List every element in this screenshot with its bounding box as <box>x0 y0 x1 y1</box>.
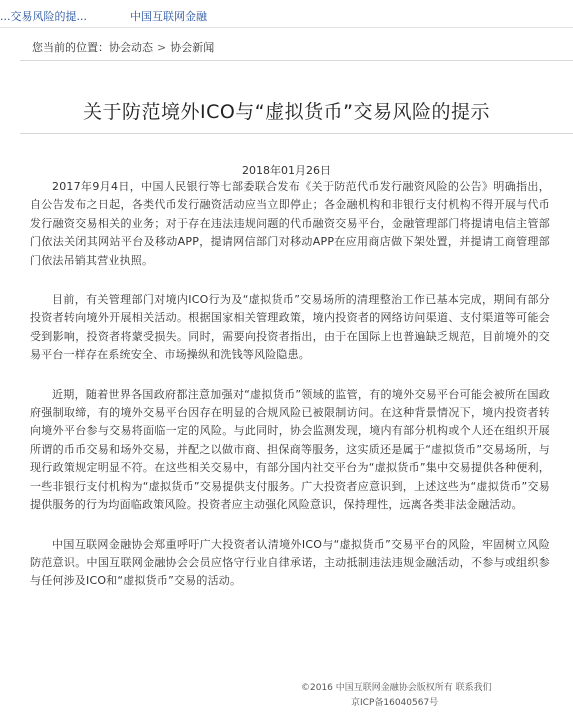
breadcrumb-prefix: 您当前的位置： <box>32 41 109 54</box>
article-title: 关于防范境外ICO与“虚拟货币”交易风险的提示 <box>82 100 490 123</box>
breadcrumb-link-level1[interactable]: 协会动态 <box>109 41 153 54</box>
top-bar <box>0 0 573 28</box>
divider-title <box>20 133 573 134</box>
breadcrumb-separator: > <box>157 41 167 54</box>
top-site-link[interactable]: 中国互联网金融 <box>130 10 207 23</box>
article-paragraph: 目前，有关管理部门对境内ICO行为及“虚拟货币”交易场所的清理整治工作已基本完成，期间有部分投资者转向境外开展相关活动。根据国家相关管理政策，境内投资者的网络访问渠道、支付渠道等可能会受到影响，投资者将蒙受损失。同时，需要向投资者指出，由于在国际上也普遍缺乏规范，目前境外的交易平台一样存在系统安全、市场操纵和洗钱等风险隐患。 <box>30 293 550 362</box>
article-body <box>30 178 550 612</box>
top-tab-current[interactable]: ...交易风险的提... <box>0 10 87 23</box>
breadcrumb <box>32 39 214 55</box>
divider-top <box>20 60 573 61</box>
breadcrumb-link-level2[interactable]: 协会新闻 <box>170 41 215 54</box>
article-paragraph: 2017年9月4日，中国人民银行等七部委联合发布《关于防范代币发行融资风险的公告》明确指出，自公告发布之日起，各类代币发行融资活动应当立即停止；各金融机构和非银行支付机构不得开展与代币发行融资交易相关的业务；对于存在违法违规问题的代币融资交易平台，金融管理部门将提请电信主管部门依法关闭其网站平台及移动APP，提请网信部门对移动APP在应用商店做下架处置，并提请工商管理部门依法吊销其营业执照。 <box>30 180 550 267</box>
article-date: 2018年01月26日 <box>242 164 331 177</box>
article-paragraph: 近期，随着世界各国政府都注意加强对“虚拟货币”领域的监管，有的境外交易平台可能会被所在国政府强制取缔，有的境外交易平台因存在明显的合规风险已被限制访问。在这种背景情况下，境内投资者转向境外平台参与交易将面临一定的风险。与此同时，协会监测发现，境内有部分机构或个人还在组织开展所谓的币币交易和场外交易，并配之以做市商、担保商等服务，这实质还是属于“虚拟货币”交易场所，与现行政策规定明显不符。在这些相关交易中，有部分国内社交平台为“虚拟货币”集中交易提供各种便利，一些非银行支付机构为“虚拟货币”交易提供支付服务。广大投资者应意识到，上述这些为“虚拟货币”交易提供服务的行为均面临政策风险。投资者应主动强化风险意识，保持理性，远离各类非法金融活动。 <box>30 387 550 512</box>
article-paragraph: 中国互联网金融协会郑重呼吁广大投资者认清境外ICO与“虚拟货币”交易平台的风险，牢固树立风险防范意识。中国互联网金融协会会员应恪守行业自律承诺，主动抵制违法违规金融活动，不参与或组织参与任何涉及ICO和“虚拟货币”交易的活动。 <box>30 537 550 588</box>
footer-icp[interactable]: 京ICP备16040567号 <box>351 698 439 708</box>
footer-copyright: ©2016 中国互联网金融协会版权所有 联系我们 <box>301 683 492 693</box>
